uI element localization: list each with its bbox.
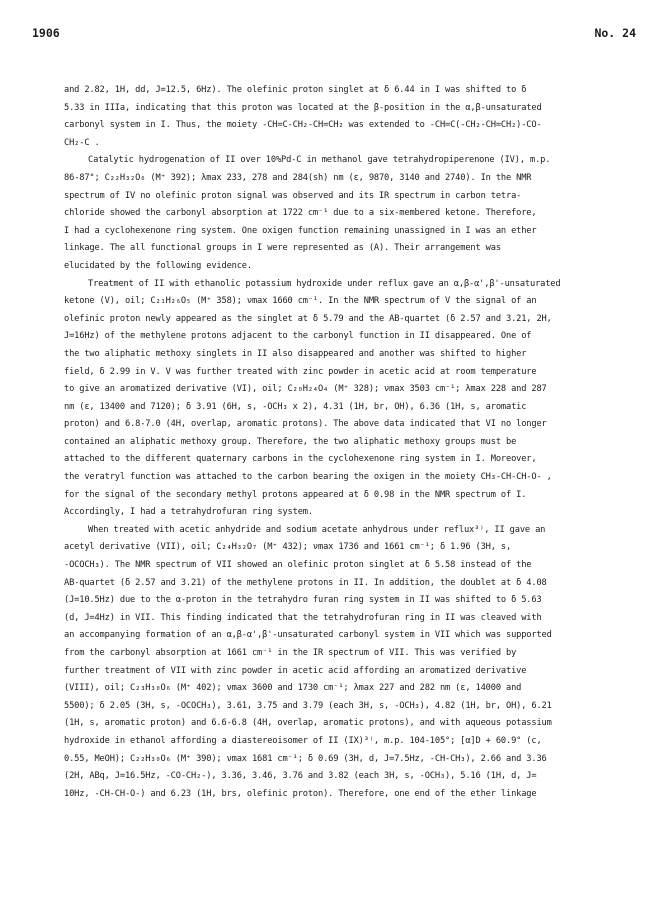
- text-line: 5.33 in IIIa, indicating that this proton was located at the β-position in the α,β-unsaturated: [64, 102, 542, 113]
- text-line: Treatment of II with ethanolic potassium hydroxide under reflux gave an α,β-α',β'-unsaturated: [88, 278, 561, 289]
- issue-number: No. 24: [594, 26, 636, 40]
- text-line: Accordingly, I had a tetrahydrofuran ring system.: [64, 507, 313, 518]
- text-line: 0.55, MeOH); C₂₂H₃₀O₆ (M⁺ 390); νmax 1681 cm⁻¹; δ 0.69 (3H, d, J=7.5Hz, -CH-CH₃), 2.66 and 3.36: [64, 753, 547, 764]
- running-header: [32, 26, 636, 42]
- text-line: for the signal of the secondary methyl protons appeared at δ 0.98 in the NMR spectrum of I.: [64, 489, 527, 500]
- text-line: to give an aromatized derivative (VI), oil; C₂₀H₂₄O₄ (M⁺ 328); νmax 3503 cm⁻¹; λmax 228 and 287: [64, 384, 547, 395]
- body-text: [64, 82, 624, 803]
- page-year: 1906: [32, 26, 60, 40]
- text-line: (1H, s, aromatic proton) and 6.6-6.8 (4H, overlap, aromatic protons), and with aqueous potassium: [64, 718, 552, 729]
- text-line: field, δ 2.99 in V. V was further treated with zinc powder in acetic acid at room temperature: [64, 366, 537, 377]
- text-line: Catalytic hydrogenation of II over 10%Pd-C in methanol gave tetrahydropiperenone (IV), m.p.: [88, 155, 551, 166]
- text-line: carbonyl system in I. Thus, the moiety -CH=C-CH₂-CH=CH₂ was extended to -CH=C(-CH₂-CH=CH₂)-CO-: [64, 120, 542, 131]
- text-line: nm (ε, 13400 and 7120); δ 3.91 (6H, s, -OCH₃ x 2), 4.31 (1H, br, OH), 6.36 (1H, s, aromatic: [64, 401, 527, 412]
- text-line: 10Hz, -CH-CH-O-) and 6.23 (1H, brs, olefinic proton). Therefore, one end of the ether linkage: [64, 788, 537, 799]
- text-line: (VIII), oil; C₂₃H₃₀O₆ (M⁺ 402); νmax 3600 and 1730 cm⁻¹; λmax 227 and 282 nm (ε, 14000 and: [64, 683, 522, 694]
- text-line: ketone (V), oil; C₂₁H₂₆O₅ (M⁺ 358); νmax 1660 cm⁻¹. In the NMR spectrum of V the signal of an: [64, 296, 537, 307]
- text-line: (2H, ABq, J=16.5Hz, -CO-CH₂-), 3.36, 3.46, 3.76 and 3.82 (each 3H, s, -OCH₃), 5.16 (1H, d, J=: [64, 771, 537, 782]
- text-line: further treatment of VII with zinc powder in acetic acid affording an aromatized derivative: [64, 665, 527, 676]
- text-line: elucidated by the following evidence.: [64, 260, 252, 271]
- text-line: 5500); δ 2.05 (3H, s, -OCOCH₃), 3.61, 3.75 and 3.79 (each 3H, s, -OCH₃), 4.82 (1H, br, OH), 6.21: [64, 700, 552, 711]
- text-line: chloride showed the carbonyl absorption at 1722 cm⁻¹ due to a six-membered ketone. Therefore,: [64, 208, 537, 219]
- text-line: an accompanying formation of an α,β-α',β'-unsaturated carbonyl system in VII which was supported: [64, 630, 552, 641]
- text-line: acetyl derivative (VII), oil; C₂₄H₃₂O₇ (M⁺ 432); νmax 1736 and 1661 cm⁻¹; δ 1.96 (3H, s,: [64, 542, 512, 553]
- text-line: olefinic proton newly appeared as the singlet at δ 5.79 and the AB-quartet (δ 2.57 and 3.21, 2H,: [64, 313, 552, 324]
- text-line: and 2.82, 1H, dd, J=12.5, 6Hz). The olefinic proton singlet at δ 6.44 in I was shifted to δ: [64, 85, 527, 95]
- text-line: proton) and 6.8-7.0 (4H, overlap, aromatic protons). The above data indicated that VI no longer: [64, 419, 547, 430]
- text-line: (J=10.5Hz) due to the α-proton in the tetrahydro furan ring system in II was shifted to δ 5.63: [64, 595, 542, 606]
- text-line: (d, J=4Hz) in VII. This finding indicated that the tetrahydrofuran ring in II was cleaved with: [64, 612, 542, 623]
- text-line: the two aliphatic methoxy singlets in II also disappeared and another was shifted to higher: [64, 348, 527, 359]
- text-line: contained an aliphatic methoxy group. Therefore, the two aliphatic methoxy groups must be: [64, 436, 517, 447]
- text-line: -OCOCH₃). The NMR spectrum of VII showed an olefinic proton singlet at δ 5.58 instead of the: [64, 560, 532, 571]
- text-line: the veratryl function was attached to the carbon bearing the oxigen in the moiety CH₃-CH-CH-O- ,: [64, 472, 552, 483]
- text-line: I had a cyclohexenone ring system. One oxigen function remaining unassigned in I was an ether: [64, 225, 537, 236]
- text-line: J=16Hz) of the methylene protons adjacent to the carbonyl function in II disappeared. One of: [64, 331, 532, 342]
- text-line: 86-87°; C₂₂H₃₂O₆ (M⁺ 392); λmax 233, 278 and 284(sh) nm (ε, 9870, 3140 and 2740). In the NMR: [64, 172, 532, 183]
- text-line: CH₂-C .: [64, 137, 100, 148]
- text-line: hydroxide in ethanol affording a diastereoisomer of II (IX)³⁾, m.p. 104-105°; [α]D + 60.9° (c,: [64, 735, 542, 746]
- text-line: AB-quartet (δ 2.57 and 3.21) of the methylene protons in II. In addition, the doublet at δ 4.08: [64, 577, 547, 588]
- text-line: spectrum of IV no olefinic proton signal was observed and its IR spectrum in carbon tetra-: [64, 190, 522, 201]
- text-line: attached to the different quaternary carbons in the cyclohexenone ring system in I. Moreover,: [64, 454, 537, 465]
- text-line: from the carbonyl absorption at 1661 cm⁻¹ in the IR spectrum of VII. This was verified by: [64, 648, 517, 658]
- text-line: When treated with acetic anhydride and sodium acetate anhydrous under reflux³⁾, II gave an: [88, 524, 546, 535]
- text-line: linkage. The all functional groups in I were represented as (A). Their arrangement was: [64, 243, 501, 254]
